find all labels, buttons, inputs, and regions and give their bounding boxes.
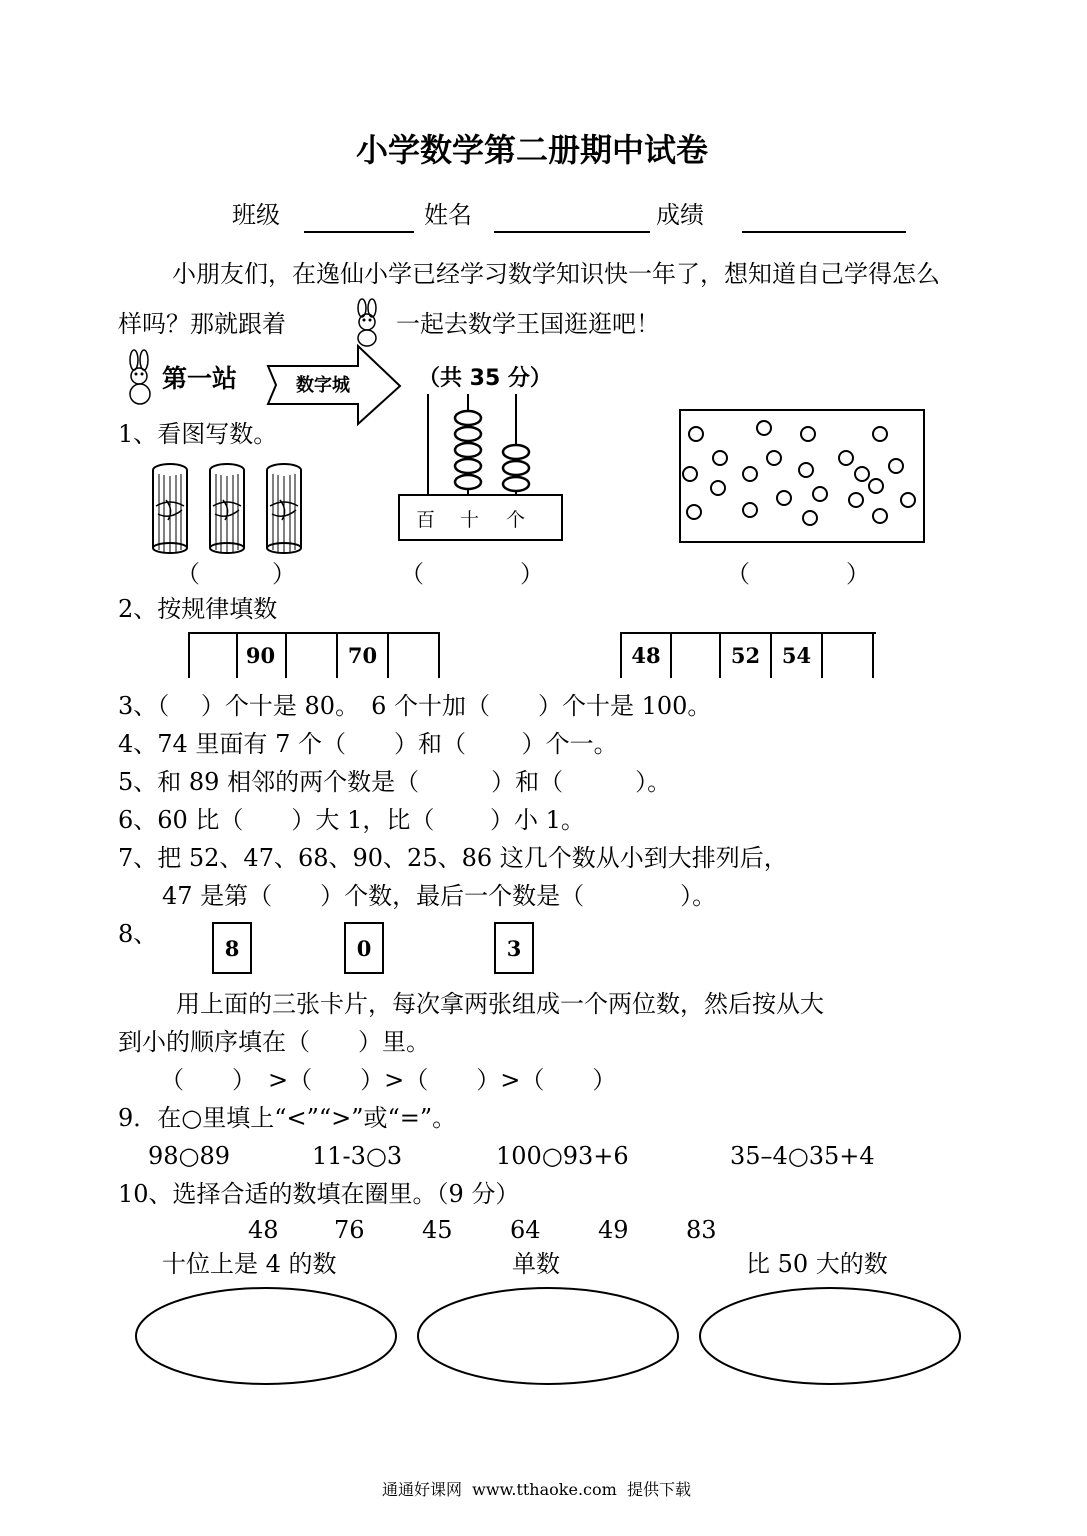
answer-ovals <box>132 1284 968 1392</box>
category-label: 十位上是 4 的数 <box>162 1250 337 1278</box>
class-label: 班级 <box>232 201 280 229</box>
answer-oval-odd[interactable] <box>418 1288 678 1384</box>
answer-oval-tens-4[interactable] <box>136 1288 396 1384</box>
q10-number: 45 <box>422 1216 453 1244</box>
sequence-cell[interactable] <box>188 632 238 678</box>
number-card: 0 <box>344 922 384 974</box>
station-label: 第一站 <box>162 364 238 393</box>
score-blank[interactable] <box>742 205 906 233</box>
q3-text: 3、（ ）个十是 80。 6 个十加（ ）个十是 100。 <box>118 692 712 720</box>
footer-text: 通通好课网 www.tthaoke.com 提供下载 <box>382 1480 691 1499</box>
abacus-label-ones: 个 <box>506 509 526 531</box>
q2-text: 2、按规律填数 <box>118 595 278 623</box>
abacus-label-tens: 十 <box>460 509 480 531</box>
intro-line-2b: 一起去数学王国逛逛吧！ <box>396 310 660 338</box>
q9-item[interactable]: 98○89 <box>148 1142 231 1170</box>
q8-line-1: 用上面的三张卡片，每次拿两张组成一个两位数，然后按从大 <box>176 990 824 1018</box>
q10-number: 48 <box>248 1216 279 1244</box>
arrow-label: 数字城 <box>296 375 350 396</box>
q5-text: 5、和 89 相邻的两个数是（ ）和（ ）。 <box>118 768 672 796</box>
answer-oval-gt-50[interactable] <box>700 1288 960 1384</box>
sequence-cell[interactable] <box>389 632 440 678</box>
name-blank[interactable] <box>494 205 650 233</box>
sequence-cell: 52 <box>721 632 772 678</box>
q10-number: 49 <box>598 1216 629 1244</box>
sequence-cell: 48 <box>620 632 672 678</box>
intro-line-1: 小朋友们，在逸仙小学已经学习数学知识快一年了，想知道自己学得怎么 <box>172 260 940 288</box>
q10-number: 76 <box>334 1216 365 1244</box>
q6-text: 6、60 比（ ）大 1，比（ ）小 1。 <box>118 806 585 834</box>
q9-item[interactable]: 11-3○3 <box>312 1142 403 1170</box>
sequence-cell: 90 <box>236 632 287 678</box>
q8-label: 8、 <box>118 920 158 948</box>
q9-item[interactable]: 100○93+6 <box>496 1142 629 1170</box>
q9-text: 9．在○里填上“<”“>”或“=”。 <box>118 1104 457 1132</box>
stick-bundles-image <box>150 460 320 560</box>
sequence-row-1 <box>188 632 440 678</box>
q4-text: 4、74 里面有 7 个（ ）和（ ）个一。 <box>118 730 618 758</box>
category-label: 比 50 大的数 <box>746 1250 888 1278</box>
category-label: 单数 <box>512 1250 560 1278</box>
q9-item[interactable]: 35–4○35+4 <box>730 1142 875 1170</box>
number-card: 8 <box>212 922 252 974</box>
sequence-cell[interactable] <box>670 632 721 678</box>
q1-answer-2[interactable]: （ ） <box>400 560 544 588</box>
number-card: 3 <box>494 922 534 974</box>
class-blank[interactable] <box>304 205 414 233</box>
q10-number: 64 <box>510 1216 541 1244</box>
rabbit-icon <box>344 298 394 348</box>
q10-text: 10、选择合适的数填在圈里。（9 分） <box>118 1180 520 1208</box>
q7-line-2: 47 是第（ ）个数，最后一个数是（ ）。 <box>162 882 717 910</box>
q1-text: 1、看图写数。 <box>118 420 278 448</box>
q10-number: 83 <box>686 1216 717 1244</box>
sequence-cell: 54 <box>772 632 823 678</box>
sequence-cell: 70 <box>338 632 389 678</box>
q8-line-3: （ ） >（ ）>（ ）>（ ） <box>160 1066 617 1094</box>
sequence-cell[interactable] <box>823 632 874 678</box>
dots-box-image <box>678 408 926 544</box>
q7-line-1: 7、把 52、47、68、90、25、86 这几个数从小到大排列后， <box>118 844 788 872</box>
q1-answer-3[interactable]: （ ） <box>726 560 870 588</box>
name-label: 姓名 <box>424 201 472 229</box>
sequence-cell[interactable] <box>287 632 338 678</box>
sequence-row-2 <box>620 632 876 678</box>
page-title: 小学数学第二册期中试卷 <box>356 131 709 169</box>
station-points: （共 35 分） <box>418 366 552 391</box>
score-label: 成绩 <box>656 201 704 229</box>
rabbit-icon <box>120 348 164 408</box>
intro-line-2a: 样吗？那就跟着 <box>118 310 286 338</box>
abacus-label-hundreds: 百 <box>416 509 436 531</box>
q1-answer-1[interactable]: （ ） <box>176 560 296 588</box>
q8-line-2: 到小的顺序填在（ ）里。 <box>118 1028 430 1056</box>
